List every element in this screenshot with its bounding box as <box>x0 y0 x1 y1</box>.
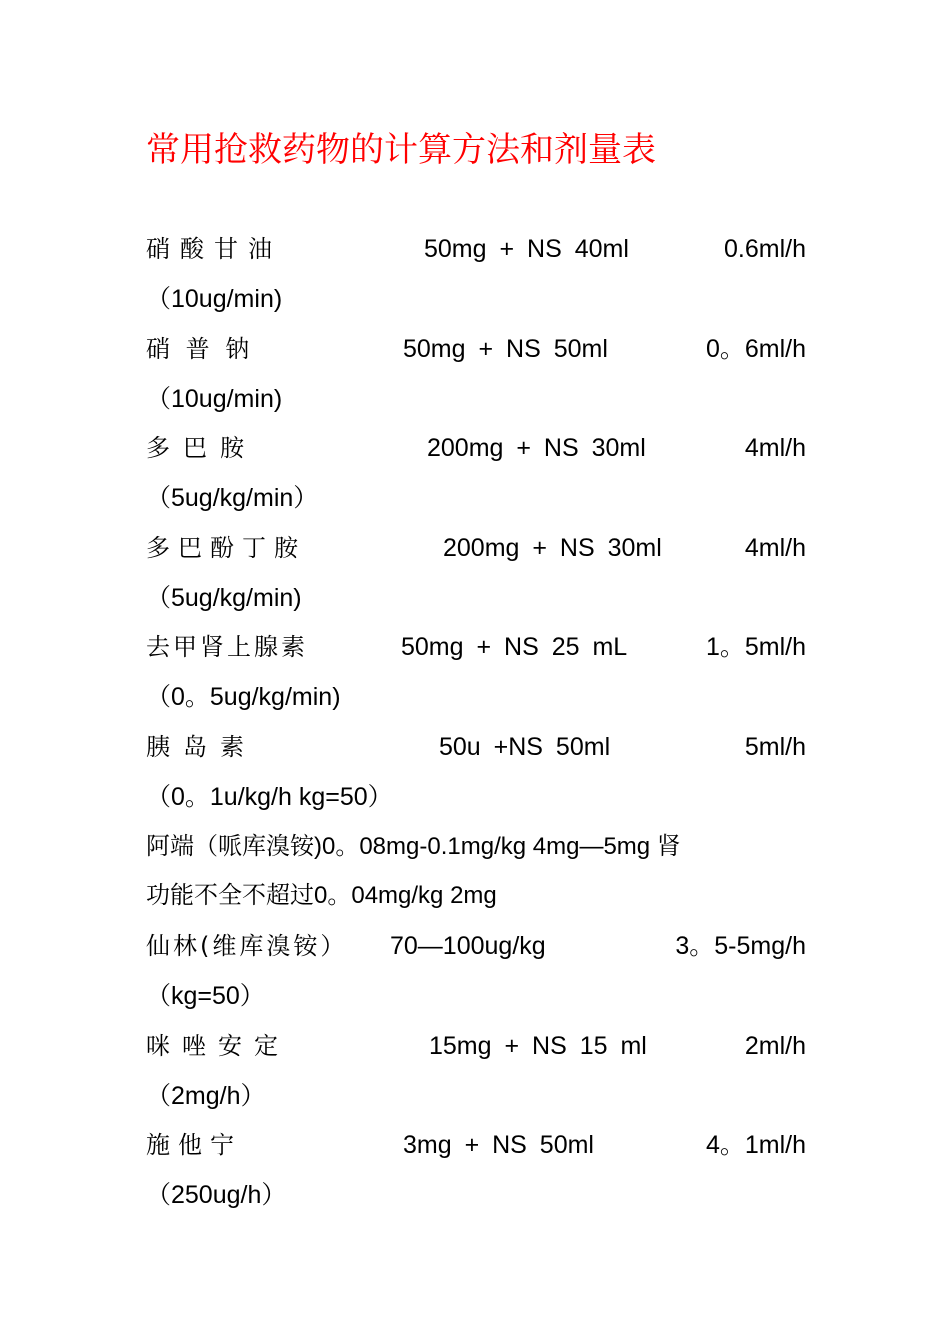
drug-rate: 5ml/h <box>744 733 806 761</box>
drug-rate: 4。1ml/h <box>705 1131 806 1159</box>
drug-text-line: 阿端（哌库溴铵)0。08mg-0.1mg/kg 4mg—5mg 肾 <box>146 833 681 860</box>
drug-recipe: 200mg + NS 30ml <box>427 434 646 462</box>
drug-note-row <box>146 772 806 822</box>
drug-note-row <box>146 971 806 1021</box>
drug-name: 施他宁 <box>146 1131 242 1159</box>
drug-row-dobutamine <box>146 523 806 573</box>
drug-note: （10ug/min) <box>146 385 283 413</box>
drug-name: 硝 普 钠 <box>146 335 254 363</box>
drug-name: 咪唑安定 <box>146 1032 290 1060</box>
drug-row-nitroglycerin <box>146 224 806 274</box>
drug-recipe: 50u +NS 50ml <box>439 733 611 761</box>
drug-note: （0。1u/kg/h kg=50） <box>146 783 393 811</box>
drug-name: 多巴酚丁胺 <box>146 534 306 562</box>
drug-rate: 3。5-5mg/h <box>675 932 806 960</box>
document-title: 常用抢救药物的计算方法和剂量表 <box>146 130 656 170</box>
drug-rate: 0.6ml/h <box>724 235 806 263</box>
drug-recipe: 15mg + NS 15 ml <box>429 1032 647 1060</box>
drug-text-line: 功能不全不超过0。04mg/kg 2mg <box>146 882 497 909</box>
drug-row-vecuronium <box>146 921 806 971</box>
drug-recipe: 50mg + NS 50ml <box>403 335 608 363</box>
drug-rate: 0。6ml/h <box>705 335 806 363</box>
drug-row-pipecuronium <box>146 822 806 872</box>
drug-recipe: 200mg + NS 30ml <box>443 534 662 562</box>
drug-name: 硝酸甘油 <box>146 235 282 263</box>
drug-name: 仙林(维库溴铵） <box>146 932 348 960</box>
drug-name: 多巴胺 <box>146 434 257 462</box>
drug-note-row <box>146 374 806 424</box>
drug-note: （10ug/min) <box>146 285 283 313</box>
drug-recipe: 70—100ug/kg <box>390 932 546 960</box>
drug-recipe: 50mg + NS 40ml <box>424 235 629 263</box>
drug-row-norepinephrine <box>146 622 806 672</box>
drug-row-dopamine <box>146 423 806 473</box>
drug-rate: 4ml/h <box>744 534 806 562</box>
drug-note-row <box>146 1170 806 1220</box>
drug-row-nitroprusside <box>146 324 806 374</box>
drug-rate: 1。5ml/h <box>705 633 806 661</box>
drug-recipe: 3mg + NS 50ml <box>403 1131 594 1159</box>
drug-note: （2mg/h） <box>146 1082 266 1110</box>
drug-note-row <box>146 573 806 623</box>
drug-note-row <box>146 473 806 523</box>
document-page <box>146 0 806 1344</box>
drug-row-somatostatin <box>146 1120 806 1170</box>
drug-rate: 4ml/h <box>744 434 806 462</box>
drug-note: （0。5ug/kg/min) <box>146 683 341 711</box>
drug-recipe: 50mg + NS 25 mL <box>401 633 628 661</box>
drug-note: （kg=50） <box>146 982 265 1010</box>
drug-rate: 2ml/h <box>744 1032 806 1060</box>
drug-note: （250ug/h） <box>146 1181 287 1209</box>
drug-note-row <box>146 672 806 722</box>
drug-name: 去甲肾上腺素 <box>146 633 308 661</box>
drug-row-midazolam <box>146 1021 806 1071</box>
drug-name: 胰岛素 <box>146 733 257 761</box>
drug-note-row <box>146 1071 806 1121</box>
drug-row-insulin <box>146 722 806 772</box>
drug-note: （5ug/kg/min) <box>146 584 302 612</box>
drug-note-row <box>146 274 806 324</box>
drug-note: （5ug/kg/min） <box>146 484 319 512</box>
drug-text-row <box>146 871 806 921</box>
